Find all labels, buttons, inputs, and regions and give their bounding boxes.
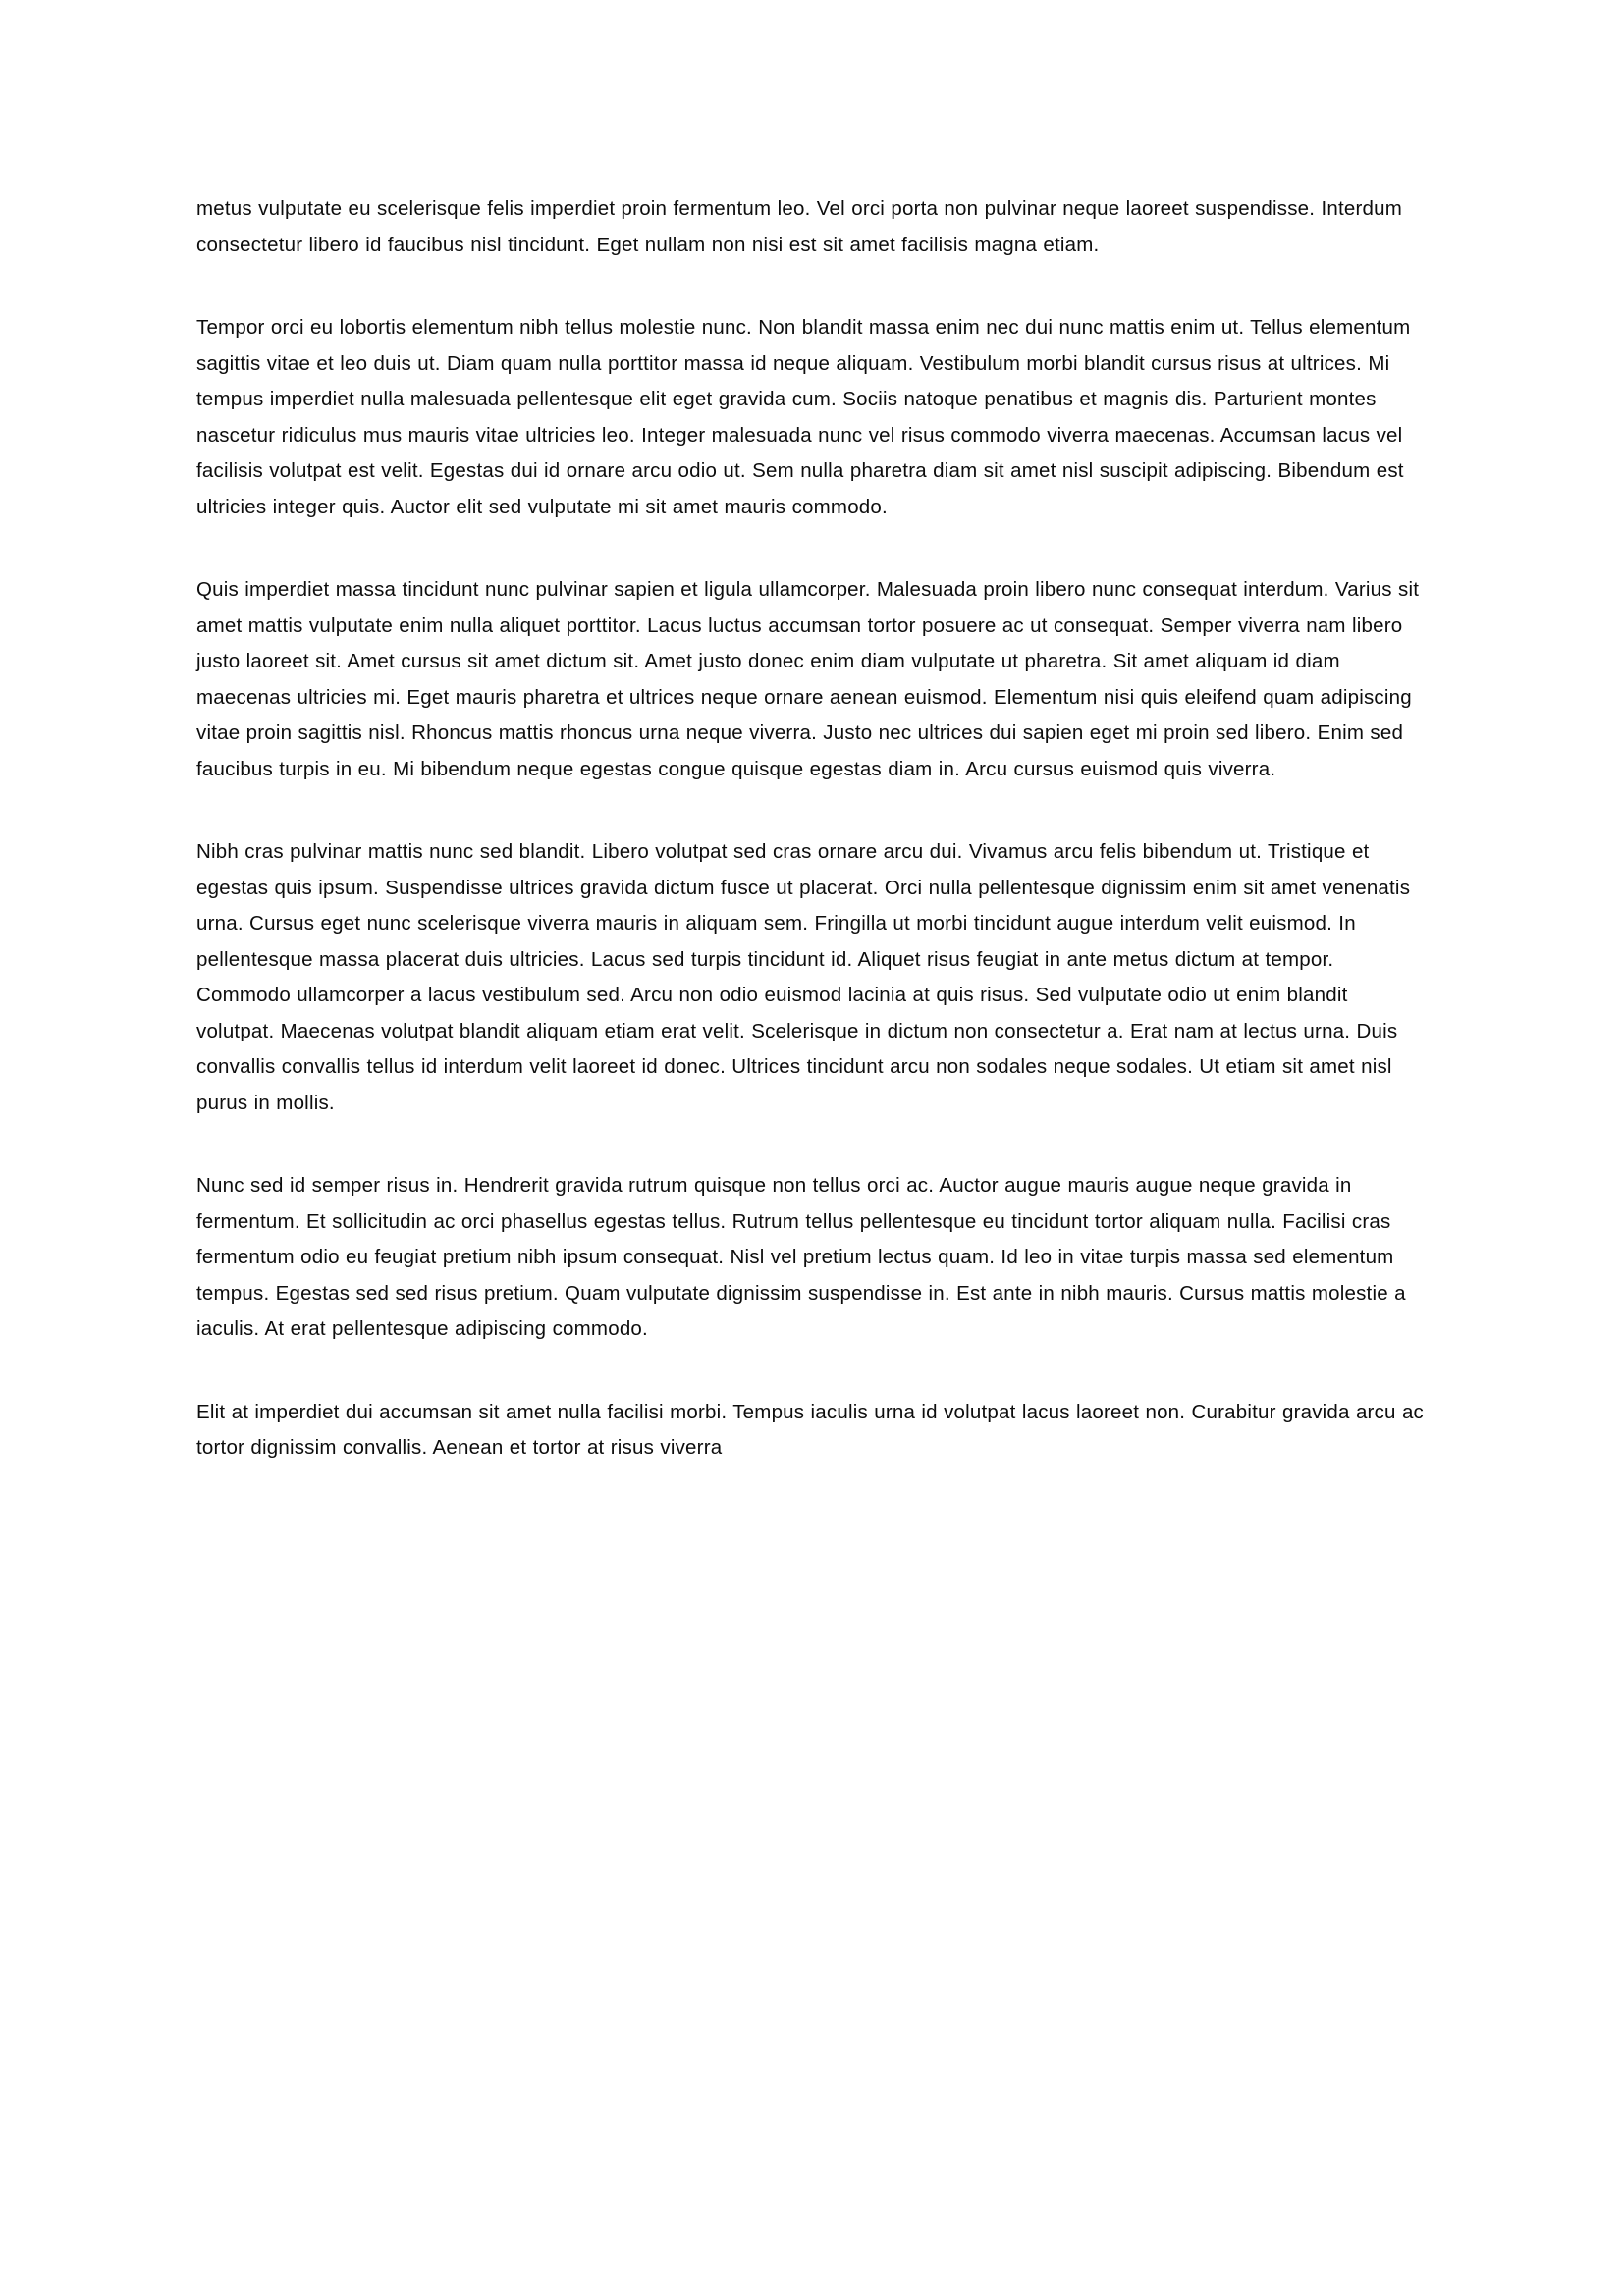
paragraph: Quis imperdiet massa tincidunt nunc pulvinar sapien et ligula ullamcorper. Malesuada proin libero nunc consequat interdum. Varius sit amet mattis vulputate enim nulla aliquet porttitor. Lacus luctus accumsan tortor posuere ac ut consequat. Semper viverra nam libero justo laoreet sit. Amet cursus sit amet dictum sit. Amet justo donec enim diam vulputate ut pharetra. Sit amet aliquam id diam maecenas ultricies mi. Eget mauris pharetra et ultrices neque ornare aenean euismod. Elementum nisi quis eleifend quam adipiscing vitae proin sagittis nisl. Rhoncus mattis rhoncus urna neque viverra. Justo nec ultrices dui sapien eget mi proin sed libero. Enim sed faucibus turpis in eu. Mi bibendum neque egestas congue quisque egestas diam in. Arcu cursus euismod quis viverra.	[196, 578, 1420, 780]
document-body	[196, 191, 1428, 1467]
paragraph: Tempor orci eu lobortis elementum nibh tellus molestie nunc. Non blandit massa enim nec dui nunc mattis enim ut. Tellus elementum sagittis vitae et leo duis ut. Diam quam nulla porttitor massa id neque aliquam. Vestibulum morbi blandit cursus risus at ultrices. Mi tempus imperdiet nulla malesuada pellentesque elit eget gravida cum. Sociis natoque penatibus et magnis dis. Parturient montes nascetur ridiculus mus mauris vitae ultricies leo. Integer malesuada nunc vel risus commodo viverra maecenas. Accumsan lacus vel facilisis volutpat est velit. Egestas dui id ornare arcu odio ut. Sem nulla pharetra diam sit amet nisl suscipit adipiscing. Bibendum est ultricies integer quis. Auctor elit sed vulputate mi sit amet mauris commodo.	[196, 316, 1411, 518]
paragraph: Nunc sed id semper risus in. Hendrerit gravida rutrum quisque non tellus orci ac. Auctor augue mauris augue neque gravida in fermentum. Et sollicitudin ac orci phasellus egestas tellus. Rutrum tellus pellentesque eu tincidunt tortor aliquam nulla. Facilisi cras fermentum odio eu feugiat pretium nibh ipsum consequat. Nisl vel pretium lectus quam. Id leo in vitae turpis massa sed elementum tempus. Egestas sed sed risus pretium. Quam vulputate dignissim suspendisse in. Est ante in nibh mauris. Cursus mattis molestie a iaculis. At erat pellentesque adipiscing commodo.	[196, 1174, 1406, 1340]
paragraph: metus vulputate eu scelerisque felis imperdiet proin fermentum leo. Vel orci porta non pulvinar neque laoreet suspendisse. Interdum consectetur libero id faucibus nisl tincidunt. Eget nullam non nisi est sit amet facilisis magna etiam.	[196, 197, 1403, 256]
paragraph: Nibh cras pulvinar mattis nunc sed blandit. Libero volutpat sed cras ornare arcu dui. Vivamus arcu felis bibendum ut. Tristique et egestas quis ipsum. Suspendisse ultrices gravida dictum fusce ut placerat. Orci nulla pellentesque dignissim enim sit amet venenatis urna. Cursus eget nunc scelerisque viverra mauris in aliquam sem. Fringilla ut morbi tincidunt augue interdum velit euismod. In pellentesque massa placerat duis ultricies. Lacus sed turpis tincidunt id. Aliquet risus feugiat in ante metus dictum at tempor. Commodo ullamcorper a lacus vestibulum sed. Arcu non odio euismod lacinia at quis risus. Sed vulputate odio ut enim blandit volutpat. Maecenas volutpat blandit aliquam etiam erat velit. Scelerisque in dictum non consectetur a. Erat nam at lectus urna. Duis convallis convallis tellus id interdum velit laoreet id donec. Ultrices tincidunt arcu non sodales neque sodales. Ut etiam sit amet nisl purus in mollis.	[196, 840, 1411, 1114]
paragraph: Elit at imperdiet dui accumsan sit amet nulla facilisi morbi. Tempus iaculis urna id volutpat lacus laoreet non. Curabitur gravida arcu ac tortor dignissim convallis. Aenean et tortor at risus viverra	[196, 1400, 1425, 1459]
